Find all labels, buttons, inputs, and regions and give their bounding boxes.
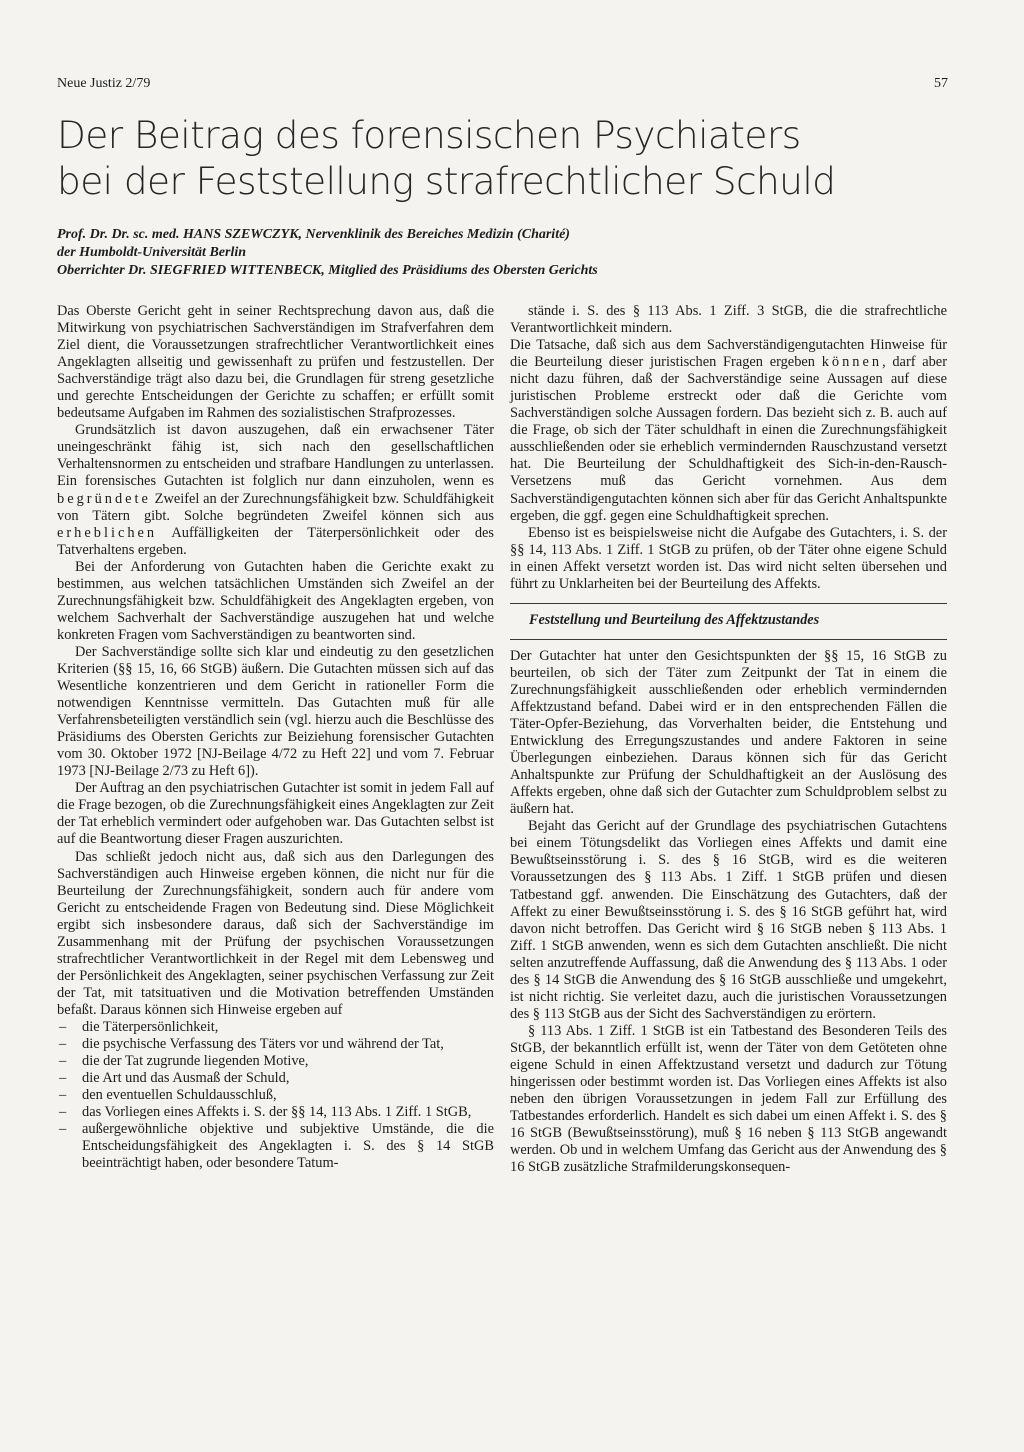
paragraph: Das Oberste Gericht geht in seiner Rechtsprechung davon aus, daß die Mitwirkung von psychiatrischen Sachverständigen im Strafverfahren dem Ziel dient, die Voraussetzungen strafrechtlicher Verantwortlichkeit eines Angeklagten allseitig und gewissenhaft zu prüfen und festzustellen. Der Sachverständige trägt also dazu bei, die Grundlagen für streng gesetzliche und gerechte Entscheidungen der Gerichte zu schaffen; er erfüllt somit bedeutsame Aufgaben im Rahmen des sozialistischen Strafprozesses. xyxy=(57,303,494,422)
right-column xyxy=(510,303,947,1176)
list-item: – den eventuellen Schuldausschluß, xyxy=(57,1087,494,1104)
list-item: – die Art und das Ausmaß der Schuld, xyxy=(57,1070,494,1087)
list-item: – das Vorliegen eines Affekts i. S. der §§ 14, 113 Abs. 1 Ziff. 1 StGB, xyxy=(57,1104,494,1121)
hint-list xyxy=(57,1019,494,1172)
section-rule-bottom xyxy=(510,639,947,640)
list-item: – die der Tat zugrunde liegenden Motive, xyxy=(57,1053,494,1070)
section-rule-top xyxy=(510,603,947,604)
list-item: – die Täterpersönlichkeit, xyxy=(57,1019,494,1036)
author-line-2: der Humboldt-Universität Berlin xyxy=(57,245,247,260)
paragraph: Ebenso ist es beispielsweise nicht die Aufgabe des Gutachters, i. S. der §§ 14, 113 Abs. 1 Ziff. 1 StGB zu prüfen, ob der Täter ohne eigene Schuld in einen Affekt versetzt worden ist. Das wird nicht selten übersehen und führt zu Unklarheiten bei der Beurteilung des Affekts. xyxy=(510,524,947,592)
title-line-1: Der Beitrag des forensischen Psychiaters xyxy=(57,113,801,157)
paragraph: § 113 Abs. 1 Ziff. 1 StGB ist ein Tatbestand des Besonderen Teils des StGB, der bekanntlich erfüllt ist, wenn der Täter von dem Getöteten ohne eigene Schuld in einen Affektzustand versetzt und dadurch zur Tötung hingerissen oder bestimmt worden ist. Das Vorliegen eines Affekts ist also neben den übrigen Voraussetzungen in jedem Fall zur Erfüllung des Tatbestandes erforderlich. Handelt es sich dabei um einen Affekt i. S. des § 16 StGB (Bewußtseinsstörung), muß § 16 neben § 113 StGB angewandt werden. Ob und in welchem Umfang das Gericht aus der Anwendung des § 16 StGB zusätzliche Strafmilderungskonsequen- xyxy=(510,1022,947,1176)
paragraph: stände i. S. des § 113 Abs. 1 Ziff. 3 StGB, die die strafrechtliche Verantwortlichkeit mindern. xyxy=(510,303,947,337)
title-line-2: bei der Feststellung strafrechtlicher Schuld xyxy=(57,159,836,203)
paragraph: Der Sachverständige sollte sich klar und eindeutig zu den gesetzlichen Kriterien (§§ 15, 16, 66 StGB) äußern. Die Gutachten müssen sich auf das Wesentliche konzentrieren und dem Gericht in rationeller Form die notwendigen Kenntnisse vermitteln. Das Gutachten muß für alle Verfahrensbeteiligten verständlich sein (vgl. hierzu auch die Beschlüsse des Präsidiums des Obersten Gerichts zur Beiziehung forensischer Gutachten vom 30. Oktober 1972 [NJ-Beilage 4/72 zu Heft 22] und vom 7. Februar 1973 [NJ-Beilage 2/73 zu Heft 6]). xyxy=(57,643,494,780)
paragraph: Das schließt jedoch nicht aus, daß sich aus den Darlegungen des Sachverständigen auch Hinweise ergeben können, die nicht nur für die Beurteilung der Zurechnungsfähigkeit, sondern auch für andere vom Gericht zu entscheidende Fragen von Bedeutung sind. Diese Möglichkeit ergibt sich insbesondere daraus, daß sich der Sachverständige im Zusammenhang mit der Prüfung der psychischen Voraussetzungen strafrechtlicher Verantwortlichkeit in der Regel mit dem Lebensweg und der Persönlichkeit des Angeklagten, seiner psychischen Verfassung zur Zeit der Tat, mit tatsituativen und die Motivation betreffenden Umständen befaßt. Daraus können sich Hinweise ergeben auf xyxy=(57,848,494,1018)
list-item: – die psychische Verfassung des Täters vor und während der Tat, xyxy=(57,1036,494,1053)
journal-name: Neue Justiz 2/79 xyxy=(57,76,151,91)
section-heading: Feststellung und Beurteilung des Affektzustandes xyxy=(529,611,820,628)
list-item: – außergewöhnliche objektive und subjektive Umstände, die die Entscheidungsfähigkeit des Angeklagten i. S. des § 14 StGB beeinträchtigt haben, oder besondere Tatum- xyxy=(57,1121,494,1172)
paragraph: Die Tatsache, daß sich aus dem Sachverständigengutachten Hinweise für die Beurteilung dieser juristischen Fragen ergeben können, darf aber nicht dazu führen, daß der Sachverständige seine Aussagen auf diese juristischen Probleme erstreckt oder daß die Gerichte vom Sachverständigen solche Aussagen fordern. Das bezieht sich z. B. auch auf die Frage, ob sich der Täter schuldhaft in einen die Zurechnungsfähigkeit ausschließenden oder sie erheblich vermindernden Rauschzustand versetzt hat. Die Beurteilung der Schuldhaftigkeit des Sich-in-den-Rausch-Versetzens muß das Gericht vornehmen. Aus dem Sachverständigengutachten können sich aber für das Gericht Anhaltspunkte ergeben, die ggf. gegen eine Schuldhaftigkeit sprechen. xyxy=(510,337,947,524)
paragraph: Der Gutachter hat unter den Gesichtspunkten der §§ 15, 16 StGB zu beurteilen, ob sich der Täter zum Zeitpunkt der Tat in einem die Zurechnungsfähigkeit ausschließenden oder erheblich vermindernden Affektzustand befand. Dabei wird er in den entsprechenden Fällen die Täter-Opfer-Beziehung, das Vorverhalten beider, die Entstehung und Entwicklung des Erregungszustandes und andere Faktoren in seine Überlegungen einbeziehen. Daraus können sich für das Gericht Anhaltspunkte zur Prüfung der Schuldhaftigkeit an der Auslösung des Affekts ergeben, ohne daß sich der Gutachter zum Schuldproblem selbst zu äußern hat. xyxy=(510,647,947,818)
page-header xyxy=(57,76,948,92)
page-number: 57 xyxy=(934,76,948,91)
author-line-1: Prof. Dr. Dr. sc. med. HANS SZEWCZYK, Nervenklinik des Bereiches Medizin (Charité) xyxy=(57,227,570,242)
article-title xyxy=(57,112,957,204)
author-line-3: Oberrichter Dr. SIEGFRIED WITTENBECK, Mitglied des Präsidiums des Obersten Gerichts xyxy=(57,263,598,278)
paragraph: Bei der Anforderung von Gutachten haben die Gerichte exakt zu bestimmen, aus welchen tatsächlichen Umständen sich Zweifel an der Zurechnungsfähigkeit bzw. Schuldfähigkeit des Angeklagten ergeben, von welchem Sachverhalt der Sachverständige auszugehen hat und welche konkreten Fragen vom Sachverständigen zu beantworten sind. xyxy=(57,558,494,643)
paragraph: Bejaht das Gericht auf der Grundlage des psychiatrischen Gutachtens bei einem Tötungsdelikt das Vorliegen eines Affekts und damit eine Bewußtseinsstörung i. S. des § 16 StGB, wird es die weiteren Voraussetzungen des § 113 Abs. 1 Ziff. 1 StGB prüfen und diesen Tatbestand ggf. anwenden. Die Einschätzung des Gutachters, daß der Affekt zu einer Bewußtseinsstörung i. S. des § 16 StGB geführt hat, wird davon nicht betroffen. Das Gericht wird § 16 StGB neben § 113 Abs. 1 Ziff. 1 StGB anwenden, wenn es sich dem Gutachten anschließt. Die nicht selten anzutreffende Auffassung, daß die Anwendung des § 113 Abs. 1 oder des § 14 StGB die Anwendung des § 16 StGB ausschließe und umgekehrt, ist nicht richtig. Sie verleitet dazu, auch die juristischen Voraussetzungen des § 113 StGB aus der Sicht des Sachverständigen zu erörtern. xyxy=(510,818,947,1022)
paragraph: Der Auftrag an den psychiatrischen Gutachter ist somit in jedem Fall auf die Frage bezogen, ob die Zurechnungsfähigkeit eines Angeklagten zur Zeit der Tat erheblich vermindert oder aufgehoben war. Das Gutachten selbst ist auf die Beantwortung dieser Fragen auszurichten. xyxy=(57,780,494,848)
author-block xyxy=(57,226,957,280)
paragraph: Grundsätzlich ist davon auszugehen, daß ein erwachsener Täter uneingeschränkt fähig ist, sich nach den gesellschaftlichen Verhaltensnormen zu entscheiden und strafbare Handlungen zu unterlassen. Ein forensisches Gutachten ist folglich nur dann einzuholen, wenn es begründete Zweifel an der Zurechnungsfähigkeit bzw. Schuldfähigkeit von Tätern gibt. Solche begründeten Zweifel können sich aus erheblichen Auffälligkeiten der Täterpersönlichkeit oder des Tatverhaltens ergeben. xyxy=(57,422,494,558)
left-column xyxy=(57,303,494,1172)
